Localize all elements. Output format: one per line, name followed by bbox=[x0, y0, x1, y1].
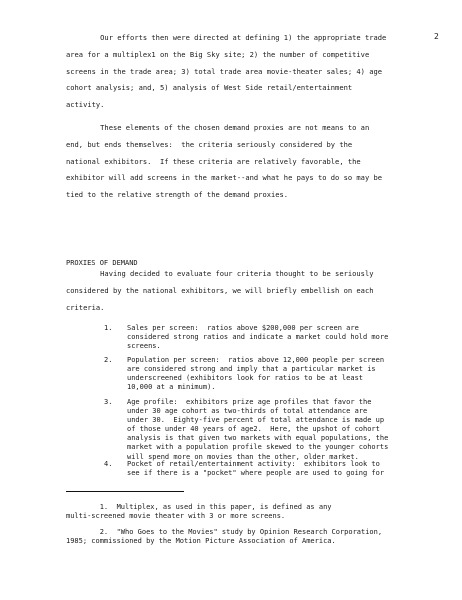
paragraph-demand-proxies: These elements of the chosen demand proxies are not means to an end, but ends themselves: the criteria seriously considered by the national exhibitors. If these criteria are relatively favorable, the exhibitor will add screens in the market--and what he pays to do so may be tied to the relative strength of the demand proxies. bbox=[66, 123, 383, 200]
paragraph-trade-area-analysis: Our efforts then were directed at defining 1) the appropriate trade area for a multiplex1 on the Big Sky site; 2) the number of competitive screens in the trade area; 3) total trade area movie-theater sales; 4) age cohort analysis; and, 5) analysis of West Side retail/entertainment activity. bbox=[66, 33, 387, 110]
paragraph-criteria-intro: Having decided to evaluate four criteria thought to be seriously considered by the national exhibitors, we will briefly embellish on each criteria. bbox=[66, 269, 374, 312]
list-item-number-1: 1. bbox=[104, 324, 113, 332]
list-item-number-4: 4. bbox=[104, 460, 113, 468]
list-item-age-profile: Age profile: exhibitors prize age profiles that favor the under 30 age cohort as two-thirds of total attendance are under 30. Eighty-five percent of total attendance is made up of those under 40 years of age2. Here, the upshot of cohort analysis is that given two markets with equal populations, the market with a population profile skewed to the younger cohorts will spend more on movies than the other, older market. bbox=[127, 398, 389, 461]
list-item-number-3: 3. bbox=[104, 398, 113, 406]
footnote-multiplex: 1. Multiplex, as used in this paper, is defined as any multi-screened movie theater with 3 or more screens. bbox=[66, 503, 332, 520]
list-item-population-per-screen: Population per screen: ratios above 12,000 people per screen are considered strong and imply that a particular market is underscreened (exhibitors look for ratios to be at least 10,000 at a minimum). bbox=[127, 356, 385, 392]
page-number: 2 bbox=[434, 32, 439, 41]
section-heading: PROXIES OF DEMAND bbox=[66, 259, 138, 267]
footnote-study-source: 2. "Who Goes to the Movies" study by Opinion Research Corporation, 1985; commissioned by the Motion Picture Association of America. bbox=[66, 528, 383, 545]
list-item-retail-pocket: Pocket of retail/entertainment activity: exhibitors look to see if there is a "pocket" where people are used to going for bbox=[127, 460, 385, 478]
list-item-number-2: 2. bbox=[104, 356, 113, 364]
list-item-sales-per-screen: Sales per screen: ratios above $200,000 per screen are considered strong ratios and indicate a market could hold more screens. bbox=[127, 324, 389, 351]
footnote-divider bbox=[66, 491, 184, 492]
